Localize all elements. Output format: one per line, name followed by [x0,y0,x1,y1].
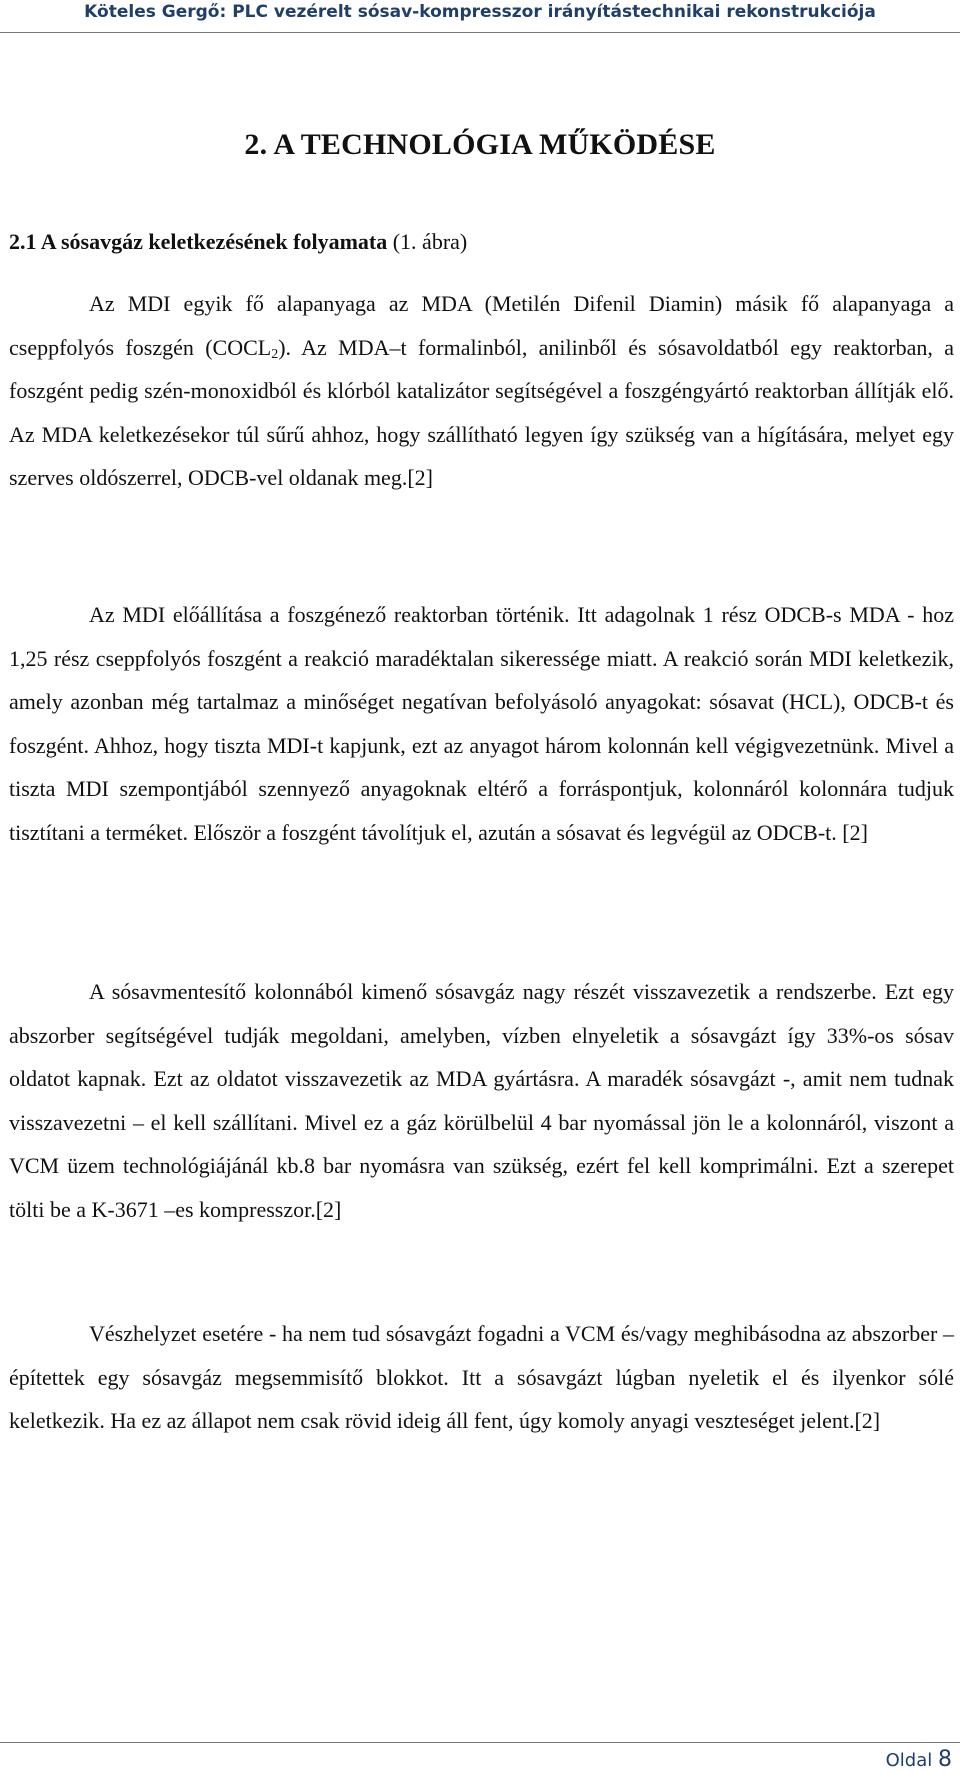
header-divider [0,32,960,33]
figure-reference: (1. ábra) [387,229,468,254]
chapter-title: 2. A TECHNOLÓGIA MŰKÖDÉSE [244,128,716,161]
page-label: Oldal [885,1750,938,1771]
paragraph-1-text-a: Az MDI egyik fő alapanyaga az MDA (Metilén Difenil Diamin) másik fő alapanyaga a cseppfolyós foszgén (COCL [9,291,954,360]
subscript-2: 2 [271,346,279,362]
paragraph-mdi-production: Az MDI előállítása a foszgénező reaktorban történik. Itt adagolnak 1 rész ODCB-s MDA - hoz 1,25 rész cseppfolyós foszgént a reakció maradéktalan sikeressége miatt. A reakció során MDI keletkezik, amely azonban még tartalmaz a minőséget negatívan befolyásoló anyagokat: sósavat (HCL), ODCB-t és foszgént. Ahhoz, hogy tiszta MDI-t kapjunk, ezt az anyagot három kolonnán kell végigvezetnünk. Mivel a tiszta MDI szempontjából szennyező anyagoknak eltérő a forráspontjuk, kolonnáról kolonnára tudjuk tisztítani a terméket. Először a foszgént távolítjuk el, azután a sósavat és legvégül az ODCB-t. [2] [9,602,954,845]
running-header: Köteles Gergő: PLC vezérelt sósav-kompresszor irányítástechnikai rekonstrukciója [84,2,876,22]
paragraph-1-text-b: ). Az MDA–t formalinból, anilinből és sósavoldatból egy reaktorban, a foszgént pedig szén-monoxidból és klórból katalizátor segítségével a foszgéngyártó reaktorban állítják elő. Az MDA keletkezésekor túl sűrű ahhoz, hogy szállítható legyen így szükség van a hígítására, melyet egy szerves oldószerrel, ODCB-vel oldanak meg.[2] [9,334,954,490]
paragraph-emergency: Vészhelyzet esetére - ha nem tud sósavgázt fogadni a VCM és/vagy meghibásodna az abszorber – építettek egy sósavgáz megsemmisítő blokkot. Itt a sósavgázt lúgban nyeletik el és ilyenkor sólé keletkezik. Ha ez az állapot nem csak rövid ideig áll fent, úgy komoly anyagi veszteséget jelent.[2] [9,1321,954,1433]
section-title: 2.1 A sósavgáz keletkezésének folyamata [9,229,388,254]
section-heading [9,229,467,255]
paragraph-mdi-raw-materials [9,282,954,500]
footer-divider [0,1742,960,1743]
page-number [886,1747,952,1772]
page-number-value: 8 [938,1747,952,1772]
paragraph-hcl-recycling: A sósavmentesítő kolonnából kimenő sósavgáz nagy részét visszavezetik a rendszerbe. Ezt egy abszorber segítségével tudják megoldani, amelyben, vízben elnyeletik a sósavgázt így 33%-os sósav oldatot kapnak. Ezt az oldatot visszavezetik az MDA gyártásra. A maradék sósavgázt -, amit nem tudnak visszavezetni – el kell szállítani. Mivel ez a gáz körülbelül 4 bar nyomással jön le a kolonnáról, viszont a VCM üzem technológiájánál kb.8 bar nyomásra van szükség, ezért fel kell komprimálni. Ezt a szerepet tölti be a K-3671 –es kompresszor.[2] [9,979,954,1222]
